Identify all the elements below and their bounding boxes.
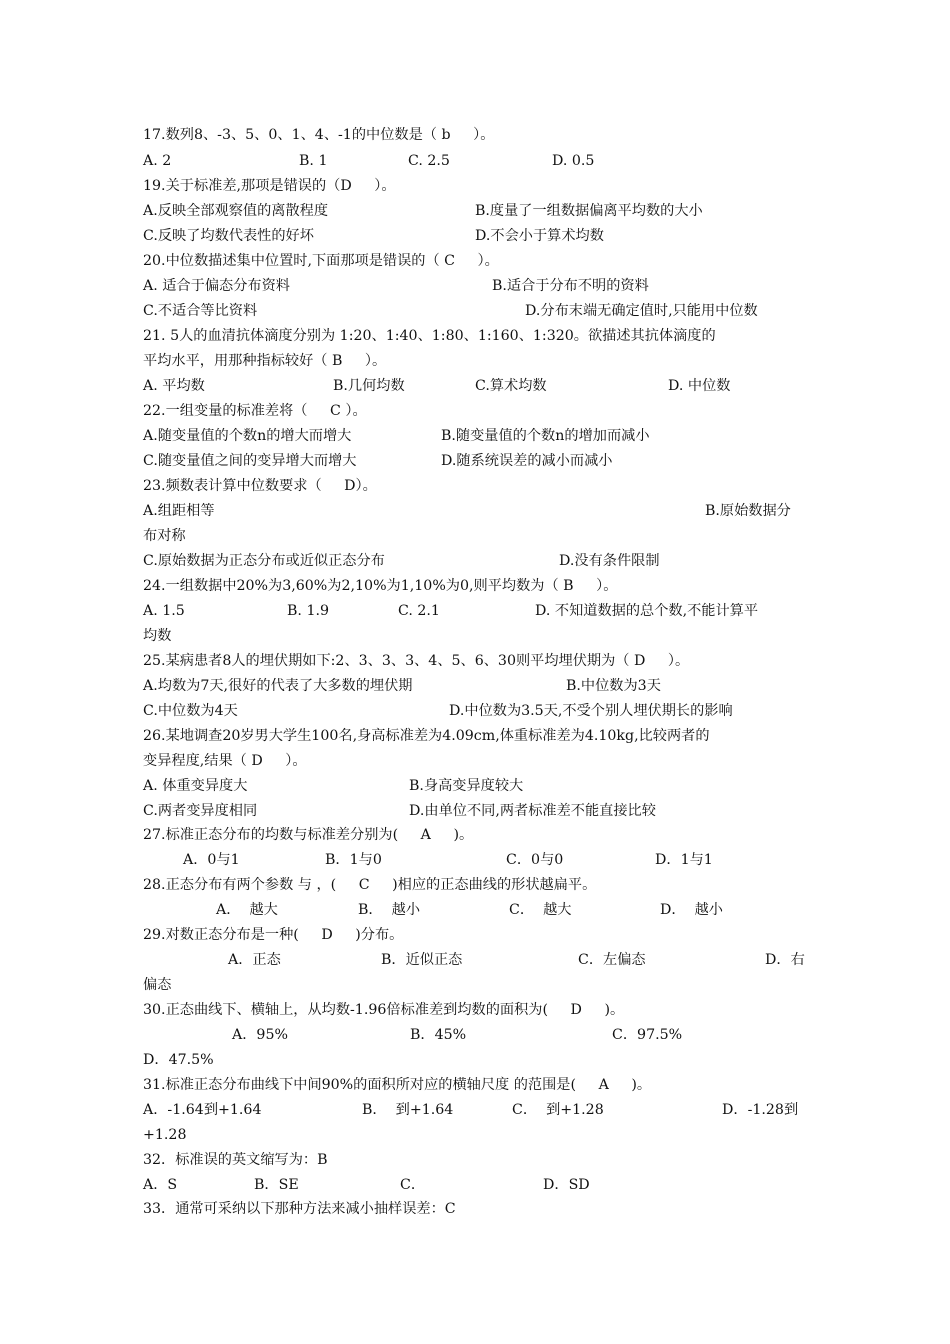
q23-option-a: A.组距相等 (143, 503, 215, 519)
question-26-stem-continued: 变异程度,结果（ D ）。 (143, 753, 307, 769)
question-27-stem: 27.标准正态分布的均数与标准差分别为( A )。 (143, 827, 474, 843)
q28-option-b: B． 越小 (358, 902, 421, 918)
question-30-stem: 30.正态曲线下、横轴上，从均数-1.96倍标准差到均数的面积为( D )。 (143, 1002, 625, 1018)
q19-option-a: A.反映全部观察值的离散程度 (143, 203, 329, 219)
q32-option-d: D．SD (543, 1177, 590, 1193)
q17-option-d: D. 0.5 (552, 153, 595, 169)
q29-option-c: C．左偏态 (578, 952, 646, 968)
q31-option-d: D．-1.28到 (722, 1102, 799, 1118)
q27-option-d: D．1与1 (655, 852, 713, 868)
q26-option-d: D.由单位不同,两者标准差不能直接比较 (409, 803, 656, 819)
q32-option-b: B．SE (254, 1177, 299, 1193)
q24-option-a: A. 1.5 (143, 603, 185, 619)
q30-option-d: D．47.5% (143, 1052, 214, 1068)
q20-option-d: D.分布末端无确定值时,只能用中位数 (525, 303, 758, 319)
q25-option-d: D.中位数为3.5天,不受个别人埋伏期长的影响 (449, 703, 733, 719)
q24-option-d: D. 不知道数据的总个数,不能计算平 (535, 603, 759, 619)
q20-option-a: A. 适合于偏态分布资料 (143, 278, 290, 294)
q24-option-d-continued: 均数 (143, 628, 172, 644)
q25-option-c: C.中位数为4天 (143, 703, 238, 719)
q27-option-b: B．1与0 (325, 852, 382, 868)
q21-option-b: B.几何均数 (333, 378, 405, 394)
q24-option-c: C. 2.1 (398, 603, 440, 619)
q31-option-c: C． 到+1.28 (512, 1102, 604, 1118)
q22-option-a: A.随变量值的个数n的增大而增大 (143, 428, 352, 444)
q17-option-b: B. 1 (299, 153, 328, 169)
q17-option-a: A. 2 (143, 153, 172, 169)
q28-option-a: A． 越大 (216, 902, 278, 918)
q30-option-c: C．97.5% (612, 1027, 683, 1043)
q32-option-a: A．S (143, 1177, 178, 1193)
question-31-stem: 31.标准正态分布曲线下中间90%的面积所对应的横轴尺度 的范围是( A )。 (143, 1077, 652, 1093)
q30-option-b: B．45% (410, 1027, 467, 1043)
question-19-stem: 19.关于标准差,那项是错误的（D ）。 (143, 178, 396, 194)
q21-option-a: A. 平均数 (143, 378, 205, 394)
q31-option-b: B． 到+1.64 (362, 1102, 454, 1118)
q25-option-a: A.均数为7天,很好的代表了大多数的埋伏期 (143, 678, 413, 694)
q23-option-c: C.原始数据为正态分布或近似正态分布 (143, 553, 385, 569)
question-28-stem: 28.正态分布有两个参数 与 ，( C )相应的正态曲线的形状越扁平。 (143, 877, 597, 893)
q25-option-b: B.中位数为3天 (566, 678, 661, 694)
q19-option-b: B.度量了一组数据偏离平均数的大小 (475, 203, 703, 219)
q26-option-a: A. 体重变异度大 (143, 778, 248, 794)
q29-option-d-continued: 偏态 (143, 977, 172, 993)
question-25-stem: 25.某病患者8人的埋伏期如下:2、3、3、3、4、5、6、30则平均埋伏期为（ D ）。 (143, 653, 690, 669)
question-22-stem: 22.一组变量的标准差将（ C ）。 (143, 403, 367, 419)
q26-option-b: B.身高变异度较大 (409, 778, 524, 794)
q22-option-b: B.随变量值的个数n的增加而减小 (441, 428, 650, 444)
q23-option-b: B.原始数据分 (705, 503, 791, 519)
q31-option-a: A．-1.64到+1.64 (143, 1102, 262, 1118)
question-23-stem: 23.频数表计算中位数要求（ D）。 (143, 478, 377, 494)
question-29-stem: 29.对数正态分布是一种( D )分布。 (143, 927, 404, 943)
q26-option-c: C.两者变异度相同 (143, 803, 258, 819)
q20-option-b: B.适合于分布不明的资料 (492, 278, 649, 294)
q20-option-c: C.不适合等比资料 (143, 303, 258, 319)
q22-option-d: D.随系统误差的减小而减小 (441, 453, 613, 469)
q21-option-d: D. 中位数 (668, 378, 731, 394)
q24-option-b: B. 1.9 (287, 603, 330, 619)
question-21-stem: 21. 5人的血清抗体滴度分别为 1:20、1:40、1:80、1:160、1:320。欲描述其抗体滴度的 (143, 328, 716, 344)
q29-option-d: D．右 (765, 952, 805, 968)
question-17-stem: 17.数列8、-3、5、0、1、4、-1的中位数是（ b ）。 (143, 127, 495, 143)
q27-option-c: C．0与0 (506, 852, 564, 868)
q21-option-c: C.算术均数 (475, 378, 547, 394)
q28-option-d: D． 越小 (660, 902, 723, 918)
question-20-stem: 20.中位数描述集中位置时,下面那项是错误的（ C ）。 (143, 253, 499, 269)
question-32-stem: 32．标准误的英文缩写为：B (143, 1152, 328, 1168)
q27-option-a: A．0与1 (183, 852, 240, 868)
q30-option-a: A．95% (232, 1027, 288, 1043)
q19-option-d: D.不会小于算术均数 (475, 228, 604, 244)
question-26-stem: 26.某地调查20岁男大学生100名,身高标准差为4.09cm,体重标准差为4.10kg,比较两者的 (143, 728, 710, 744)
q28-option-c: C． 越大 (509, 902, 572, 918)
q32-option-c: C． (400, 1177, 426, 1193)
q31-option-d-continued: +1.28 (143, 1127, 187, 1143)
q29-option-b: B．近似正态 (381, 952, 463, 968)
question-33-stem: 33．通常可采纳以下那种方法来减小抽样误差：C (143, 1201, 456, 1217)
q19-option-c: C.反映了均数代表性的好坏 (143, 228, 314, 244)
q23-option-d: D.没有条件限制 (559, 553, 660, 569)
q23-option-b-continued: 布对称 (143, 528, 186, 544)
question-24-stem: 24.一组数据中20%为3,60%为2,10%为1,10%为0,则平均数为（ B ）。 (143, 578, 618, 594)
q17-option-c: C. 2.5 (408, 153, 450, 169)
q22-option-c: C.随变量值之间的变异增大而增大 (143, 453, 357, 469)
question-21-stem-continued: 平均水平，用那种指标较好（ B ）。 (143, 353, 387, 369)
q29-option-a: A．正态 (228, 952, 281, 968)
